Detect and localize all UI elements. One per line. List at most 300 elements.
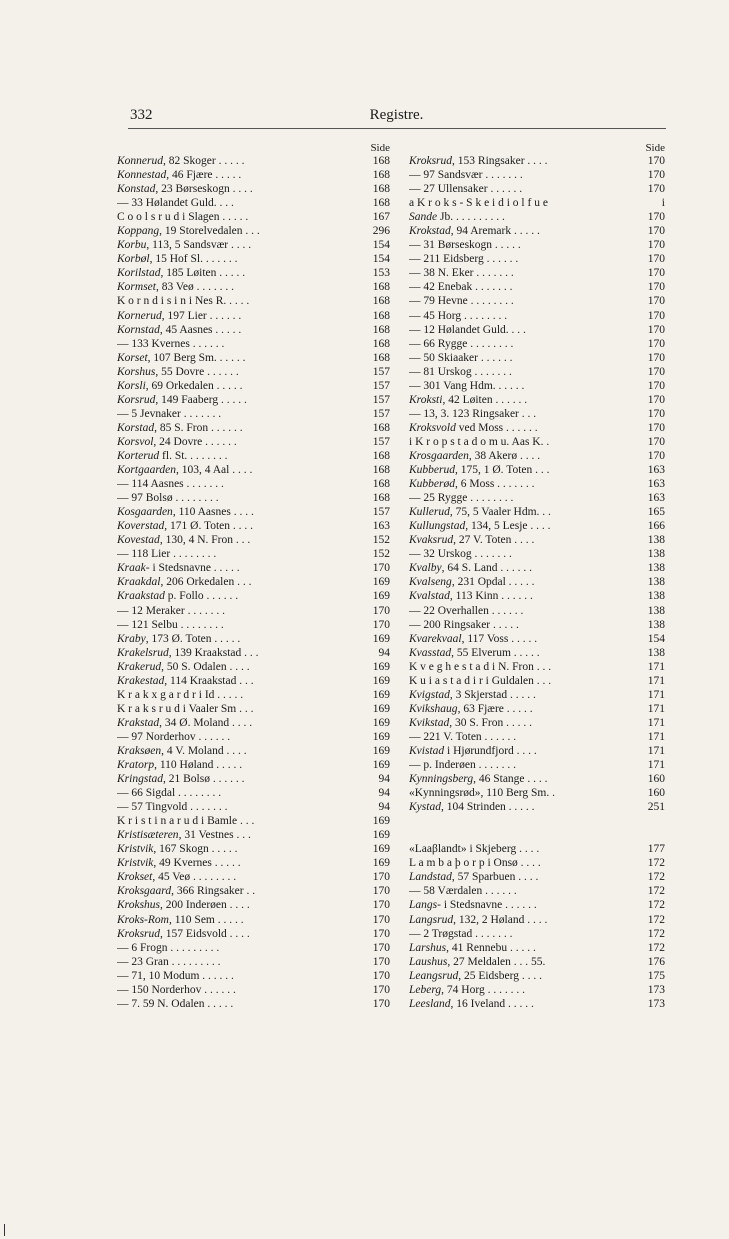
index-entry	[409, 547, 665, 561]
entry-text: K v e g h e s t a d i N. Fron . . .	[409, 660, 552, 673]
entry-text: K r a k s r u d i Vaaler Sm . . .	[117, 702, 254, 715]
entry-text: — 133 Kvernes . . . . . .	[117, 337, 225, 350]
entry-text: — 33 Hølandet Guld. . . .	[117, 197, 234, 210]
entry-page: 138	[647, 590, 665, 603]
index-entry	[117, 323, 390, 337]
index-entry	[409, 168, 665, 182]
index-entry	[117, 182, 390, 196]
entry-page: 251	[647, 801, 665, 814]
index-entry	[409, 842, 665, 856]
index-entry	[409, 913, 665, 927]
entry-text: Langsrud, 132, 2 Høland . . . .	[409, 913, 548, 926]
entry-text: — 121 Selbu . . . . . . . .	[117, 618, 224, 631]
entry-text: Kroksti, 42 Løiten . . . . . .	[409, 393, 528, 406]
entry-page: 172	[647, 885, 665, 898]
entry-text: Kvistad i Hjørundfjord . . . .	[409, 744, 537, 757]
index-entry	[409, 941, 665, 955]
entry-text: Kringstad, 21 Bolsø . . . . . .	[117, 773, 245, 786]
entry-page: 169	[372, 744, 390, 757]
entry-page: 177	[647, 843, 665, 856]
index-entry	[409, 702, 665, 716]
index-entry	[409, 351, 665, 365]
index-entry	[409, 744, 665, 758]
entry-page: 170	[647, 211, 665, 224]
entry-text: — 58 Værdalen . . . . . .	[409, 885, 517, 898]
entry-page: 94	[378, 646, 390, 659]
entry-text: Leberg, 74 Horg . . . . . . .	[409, 983, 525, 996]
entry-page: 154	[372, 239, 390, 252]
index-entry	[117, 351, 390, 365]
entry-text: Sande Jb. . . . . . . . . .	[409, 211, 505, 224]
index-entry	[409, 618, 665, 632]
entry-text: Kystad, 104 Strinden . . . . .	[409, 801, 535, 814]
index-entry	[117, 210, 390, 224]
entry-page: 171	[647, 688, 665, 701]
entry-text: — 5 Jevnaker . . . . . . .	[117, 407, 222, 420]
index-entry	[117, 196, 390, 210]
entry-page: 169	[372, 716, 390, 729]
index-entry	[117, 491, 390, 505]
entry-text: — 81 Urskog . . . . . . .	[409, 365, 512, 378]
entry-text: Korsvol, 24 Dovre . . . . . .	[117, 435, 237, 448]
entry-text: K r a k x g a r d r i Id . . . . .	[117, 688, 244, 701]
entry-text: Leesland, 16 Iveland . . . . .	[409, 997, 534, 1010]
index-entry	[117, 533, 390, 547]
entry-page: 169	[372, 829, 390, 842]
entry-page: 172	[647, 899, 665, 912]
entry-page: 170	[647, 225, 665, 238]
entry-text: — 71, 10 Modum . . . . . .	[117, 969, 234, 982]
index-entry	[409, 519, 665, 533]
entry-page: 170	[372, 955, 390, 968]
entry-text: Kroksrud, 153 Ringsaker . . . .	[409, 155, 548, 167]
index-entry	[409, 575, 665, 589]
index-entry	[117, 449, 390, 463]
entry-page: 170	[372, 941, 390, 954]
entry-page: 138	[647, 604, 665, 617]
entry-page: 154	[647, 632, 665, 645]
entry-text: — 27 Ullensaker . . . . . .	[409, 183, 523, 196]
index-entry	[117, 337, 390, 351]
entry-page: 296	[372, 225, 390, 238]
side-label: Side	[645, 142, 665, 154]
entry-page: 170	[647, 183, 665, 196]
entry-page: 157	[372, 365, 390, 378]
index-entry	[409, 955, 665, 969]
entry-page: 172	[647, 927, 665, 940]
entry-page: 154	[372, 253, 390, 266]
entry-text: Kraakdal, 206 Orkedalen . . .	[117, 576, 252, 589]
index-entry	[117, 997, 390, 1011]
entry-page: 168	[372, 337, 390, 350]
entry-page: 170	[372, 885, 390, 898]
entry-page: 169	[372, 730, 390, 743]
index-entry	[117, 421, 390, 435]
index-entry	[409, 632, 665, 646]
entry-text: Langs- i Stedsnavne . . . . . .	[409, 899, 537, 912]
entry-page: 163	[647, 492, 665, 505]
entry-text: — 97 Bolsø . . . . . . . .	[117, 492, 219, 505]
entry-text: Kristisæteren, 31 Vestnes . . .	[117, 829, 251, 842]
index-entry	[409, 435, 665, 449]
entry-page: 171	[647, 759, 665, 772]
entry-page: 153	[372, 267, 390, 280]
entry-text: Kratorp, 110 Høland . . . . .	[117, 759, 243, 772]
entry-text: — 150 Norderhov . . . . . .	[117, 983, 236, 996]
entry-page: 167	[372, 211, 390, 224]
entry-text: Laushus, 27 Meldalen . . . 55.	[409, 955, 546, 968]
entry-page: 94	[378, 787, 390, 800]
entry-text: — 200 Ringsaker . . . . .	[409, 618, 519, 631]
entry-text: — 97 Sandsvær . . . . . . .	[409, 169, 523, 182]
entry-text: — p. Inderøen . . . . . . .	[409, 759, 516, 772]
index-entry	[117, 758, 390, 772]
entry-page: 169	[372, 688, 390, 701]
entry-page: 163	[372, 520, 390, 533]
index-entry	[409, 730, 665, 744]
entry-page: 170	[372, 618, 390, 631]
index-entry	[409, 154, 665, 168]
entry-text: — 66 Sigdal . . . . . . . .	[117, 787, 222, 800]
entry-text: Kullungstad, 134, 5 Lesje . . . .	[409, 520, 551, 533]
entry-page: 168	[372, 281, 390, 294]
entry-text: Kubberød, 6 Moss . . . . . . .	[409, 478, 535, 491]
index-entry	[117, 702, 390, 716]
entry-text: Korterud fl. St. . . . . . . .	[117, 449, 228, 462]
index-entry	[117, 828, 390, 842]
index-entry	[409, 294, 665, 308]
entry-text: Konnestad, 46 Fjære . . . . .	[117, 169, 242, 182]
entry-text: K o r n d i s i n i Nes R. . . . .	[117, 295, 250, 308]
entry-page: 171	[647, 674, 665, 687]
entry-text: — 32 Urskog . . . . . . .	[409, 548, 512, 561]
entry-text: — 23 Gran . . . . . . . . .	[117, 955, 221, 968]
entry-text: K r i s t i n a r u d i Bamle . . .	[117, 815, 255, 828]
index-entry	[117, 238, 390, 252]
entry-text: Kornerud, 197 Lier . . . . . .	[117, 309, 242, 322]
entry-page: 170	[647, 239, 665, 252]
entry-page: 171	[647, 744, 665, 757]
entry-text: Kvigstad, 3 Skjerstad . . . . .	[409, 688, 536, 701]
index-entry	[409, 814, 665, 828]
index-entry	[409, 266, 665, 280]
running-head: Registre.	[369, 107, 424, 123]
index-entry	[117, 716, 390, 730]
entry-page: 171	[647, 716, 665, 729]
entry-page: 94	[378, 773, 390, 786]
index-entry	[409, 800, 665, 814]
entry-page: 170	[372, 969, 390, 982]
entry-page: 169	[372, 702, 390, 715]
entry-text: — 7. 59 N. Odalen . . . . .	[117, 997, 234, 1010]
entry-text: — 2 Trøgstad . . . . . . .	[409, 927, 513, 940]
index-entry	[117, 435, 390, 449]
entry-page: 163	[647, 464, 665, 477]
index-entry	[117, 379, 390, 393]
entry-text: — 25 Rygge . . . . . . . .	[409, 492, 514, 505]
entry-page: 157	[372, 435, 390, 448]
index-entry	[409, 182, 665, 196]
entry-text: — 57 Tingvold . . . . . . .	[117, 801, 228, 814]
index-entry	[117, 884, 390, 898]
entry-page: 176	[647, 955, 665, 968]
index-entry	[409, 646, 665, 660]
entry-page: i	[661, 197, 665, 210]
entry-page: 157	[372, 506, 390, 519]
entry-text: i K r o p s t a d o m u. Aas K. .	[409, 435, 550, 448]
index-entry	[117, 814, 390, 828]
right-entry-list	[409, 154, 665, 1011]
index-entry	[409, 491, 665, 505]
entry-text: Kvalstad, 113 Kinn . . . . . .	[409, 590, 533, 603]
index-entry	[409, 786, 665, 800]
index-entry	[117, 575, 390, 589]
entry-text: Korsli, 69 Orkedalen . . . . .	[117, 379, 243, 392]
entry-page: 170	[647, 365, 665, 378]
entry-text: «Laaβlandt» i Skjeberg . . . .	[409, 843, 540, 856]
entry-page: 169	[372, 843, 390, 856]
entry-text: Kvikshaug, 63 Fjære . . . . .	[409, 702, 533, 715]
entry-page: 171	[647, 660, 665, 673]
entry-text: L a m b a þ o r p i Onsø . . . .	[409, 857, 541, 870]
index-entry	[409, 716, 665, 730]
entry-page: 170	[372, 604, 390, 617]
entry-page: 170	[647, 169, 665, 182]
index-entry	[409, 660, 665, 674]
left-entry-list	[117, 154, 390, 1011]
index-entry	[409, 323, 665, 337]
entry-text: Kraby, 173 Ø. Toten . . . . .	[117, 632, 241, 645]
entry-page: 170	[647, 281, 665, 294]
index-entry	[409, 196, 665, 210]
index-entry	[117, 604, 390, 618]
entry-page: 170	[647, 155, 665, 167]
index-entry	[409, 393, 665, 407]
entry-text: Krakerud, 50 S. Odalen . . . .	[117, 660, 250, 673]
entry-page: 138	[647, 646, 665, 659]
entry-page: 138	[647, 534, 665, 547]
entry-page: 172	[647, 941, 665, 954]
entry-text: — 42 Enebak . . . . . . .	[409, 281, 513, 294]
entry-page: 170	[372, 899, 390, 912]
index-entry	[117, 294, 390, 308]
entry-page: 171	[647, 702, 665, 715]
entry-page: 169	[372, 857, 390, 870]
index-entry	[409, 983, 665, 997]
entry-text: Landstad, 57 Sparbuen . . . .	[409, 871, 539, 884]
index-entry	[117, 786, 390, 800]
index-entry	[117, 856, 390, 870]
entry-text: Krokshus, 200 Inderøen . . . .	[117, 899, 250, 912]
entry-page: 170	[647, 407, 665, 420]
entry-page: 169	[372, 759, 390, 772]
entry-text: — 6 Frogn . . . . . . . . .	[117, 941, 220, 954]
entry-page: 168	[372, 197, 390, 210]
entry-page: 170	[647, 393, 665, 406]
entry-page: 166	[647, 520, 665, 533]
index-entry	[117, 646, 390, 660]
entry-page: 170	[372, 562, 390, 575]
entry-page: 169	[372, 576, 390, 589]
entry-page: 172	[647, 857, 665, 870]
index-entry	[117, 463, 390, 477]
entry-text: — 97 Norderhov . . . . . .	[117, 730, 231, 743]
side-label: Side	[370, 142, 390, 154]
entry-text: Koppang, 19 Storelvedalen . . .	[117, 225, 260, 238]
entry-page: 170	[372, 997, 390, 1010]
index-entry	[409, 309, 665, 323]
entry-text: Krakelsrud, 139 Kraakstad . . .	[117, 646, 259, 659]
entry-text: Kornstad, 45 Aasnes . . . . .	[117, 323, 242, 336]
entry-text: Kvalby, 64 S. Land . . . . . .	[409, 562, 532, 575]
entry-text: Korshus, 55 Dovre . . . . . .	[117, 365, 239, 378]
entry-page: 168	[372, 169, 390, 182]
entry-page: 163	[647, 478, 665, 491]
index-entry	[117, 589, 390, 603]
entry-text: Kristvik, 167 Skogn . . . . .	[117, 843, 238, 856]
index-entry	[409, 533, 665, 547]
entry-page: 168	[372, 351, 390, 364]
entry-text: Korilstad, 185 Løiten . . . . .	[117, 267, 246, 280]
entry-page: 165	[647, 506, 665, 519]
index-entry	[409, 224, 665, 238]
entry-text: Kvarekvaal, 117 Voss . . . . .	[409, 632, 538, 645]
entry-text: «Kynningsrød», 110 Berg Sm. .	[409, 787, 555, 800]
entry-text: Kristvik, 49 Kvernes . . . . .	[117, 857, 241, 870]
index-entry	[409, 856, 665, 870]
index-entry	[409, 505, 665, 519]
index-entry	[117, 983, 390, 997]
entry-page: 169	[372, 674, 390, 687]
index-entry	[117, 800, 390, 814]
entry-text: Krokset, 45 Veø . . . . . . . .	[117, 871, 237, 884]
index-entry	[409, 758, 665, 772]
entry-page: 170	[647, 309, 665, 322]
entry-text: Kubberud, 175, 1 Ø. Toten . . .	[409, 464, 550, 477]
entry-text: Kraak- i Stedsnavne . . . . .	[117, 562, 240, 575]
entry-page: 138	[647, 576, 665, 589]
index-entry	[117, 224, 390, 238]
entry-text: Kosgaarden, 110 Aasnes . . . .	[117, 506, 254, 519]
entry-page: 138	[647, 548, 665, 561]
entry-page: 168	[372, 464, 390, 477]
entry-text: — 118 Lier . . . . . . . .	[117, 548, 217, 561]
index-entry	[117, 309, 390, 323]
right-column	[409, 142, 665, 1011]
entry-page: 157	[372, 407, 390, 420]
entry-text: — 22 Overhallen . . . . . .	[409, 604, 524, 617]
entry-page: 170	[372, 871, 390, 884]
index-entry	[409, 969, 665, 983]
entry-page: 168	[372, 183, 390, 196]
entry-page: 168	[372, 295, 390, 308]
entry-page: 138	[647, 562, 665, 575]
entry-text: — 66 Rygge . . . . . . . .	[409, 337, 514, 350]
entry-page: 170	[647, 421, 665, 434]
index-entry	[409, 870, 665, 884]
entry-text: — 12 Meraker . . . . . . .	[117, 604, 225, 617]
entry-text: — 301 Vang Hdm. . . . . .	[409, 379, 525, 392]
entry-page: 168	[372, 492, 390, 505]
entry-page: 169	[372, 660, 390, 673]
index-entry	[409, 772, 665, 786]
entry-page: 152	[372, 534, 390, 547]
index-entry	[409, 210, 665, 224]
entry-page: 172	[647, 913, 665, 926]
index-entry	[117, 772, 390, 786]
index-entry	[117, 842, 390, 856]
entry-page: 168	[372, 323, 390, 336]
entry-text: a K r o k s - S k e i d i o l f u e	[409, 197, 548, 210]
index-entry	[409, 407, 665, 421]
index-entry	[117, 618, 390, 632]
entry-page: 170	[647, 253, 665, 266]
index-entry	[409, 280, 665, 294]
entry-text: Krokstad, 94 Aremark . . . . .	[409, 225, 540, 238]
entry-page: 168	[372, 421, 390, 434]
entry-text: Kormset, 83 Veø . . . . . . .	[117, 281, 235, 294]
index-entry	[409, 365, 665, 379]
entry-text: — 221 V. Toten . . . . . .	[409, 730, 517, 743]
index-entry	[117, 547, 390, 561]
index-entry	[117, 519, 390, 533]
entry-page: 172	[647, 871, 665, 884]
index-entry	[117, 266, 390, 280]
index-entry	[409, 884, 665, 898]
index-entry	[409, 561, 665, 575]
index-entry	[117, 744, 390, 758]
index-entry	[117, 365, 390, 379]
index-entry	[409, 477, 665, 491]
entry-text: — 114 Aasnes . . . . . . .	[117, 478, 224, 491]
entry-text: Kvasstad, 55 Elverum . . . . .	[409, 646, 540, 659]
page-number: 332	[130, 107, 153, 123]
entry-text: Krosgaarden, 38 Akerø . . . .	[409, 449, 541, 462]
entry-page: 168	[372, 155, 390, 167]
entry-text: K u i a s t a d i r i Guldalen . . .	[409, 674, 552, 687]
index-entry	[117, 941, 390, 955]
entry-text: Korset, 107 Berg Sm. . . . . .	[117, 351, 246, 364]
index-entry	[117, 505, 390, 519]
entry-text: Kvikstad, 30 S. Fron . . . . .	[409, 716, 532, 729]
entry-text: Kraakstad p. Follo . . . . . .	[117, 590, 239, 603]
index-entry	[117, 168, 390, 182]
entry-page: 170	[647, 295, 665, 308]
index-entry	[117, 561, 390, 575]
entry-page: 170	[647, 323, 665, 336]
entry-page: 94	[378, 801, 390, 814]
index-entry	[409, 828, 665, 842]
index-entry	[117, 393, 390, 407]
entry-text: Korsrud, 149 Faaberg . . . . .	[117, 393, 247, 406]
entry-page: 170	[647, 267, 665, 280]
index-entry	[409, 421, 665, 435]
entry-text: Kroksrud, 157 Eidsvold . . . .	[117, 927, 250, 940]
index-entry	[409, 674, 665, 688]
index-entry	[117, 969, 390, 983]
index-entry	[409, 252, 665, 266]
index-entry	[409, 604, 665, 618]
entry-text: C o o l s r u d i Slagen . . . . .	[117, 211, 249, 224]
index-entry	[117, 280, 390, 294]
entry-text: Korbøl, 15 Hof Sl. . . . . . .	[117, 253, 238, 266]
index-entry	[409, 927, 665, 941]
entry-page: 170	[647, 337, 665, 350]
index-entry	[409, 379, 665, 393]
entry-text: Kullerud, 75, 5 Vaaler Hdm. . .	[409, 506, 551, 519]
entry-page: 160	[647, 787, 665, 800]
entry-page: 169	[372, 632, 390, 645]
